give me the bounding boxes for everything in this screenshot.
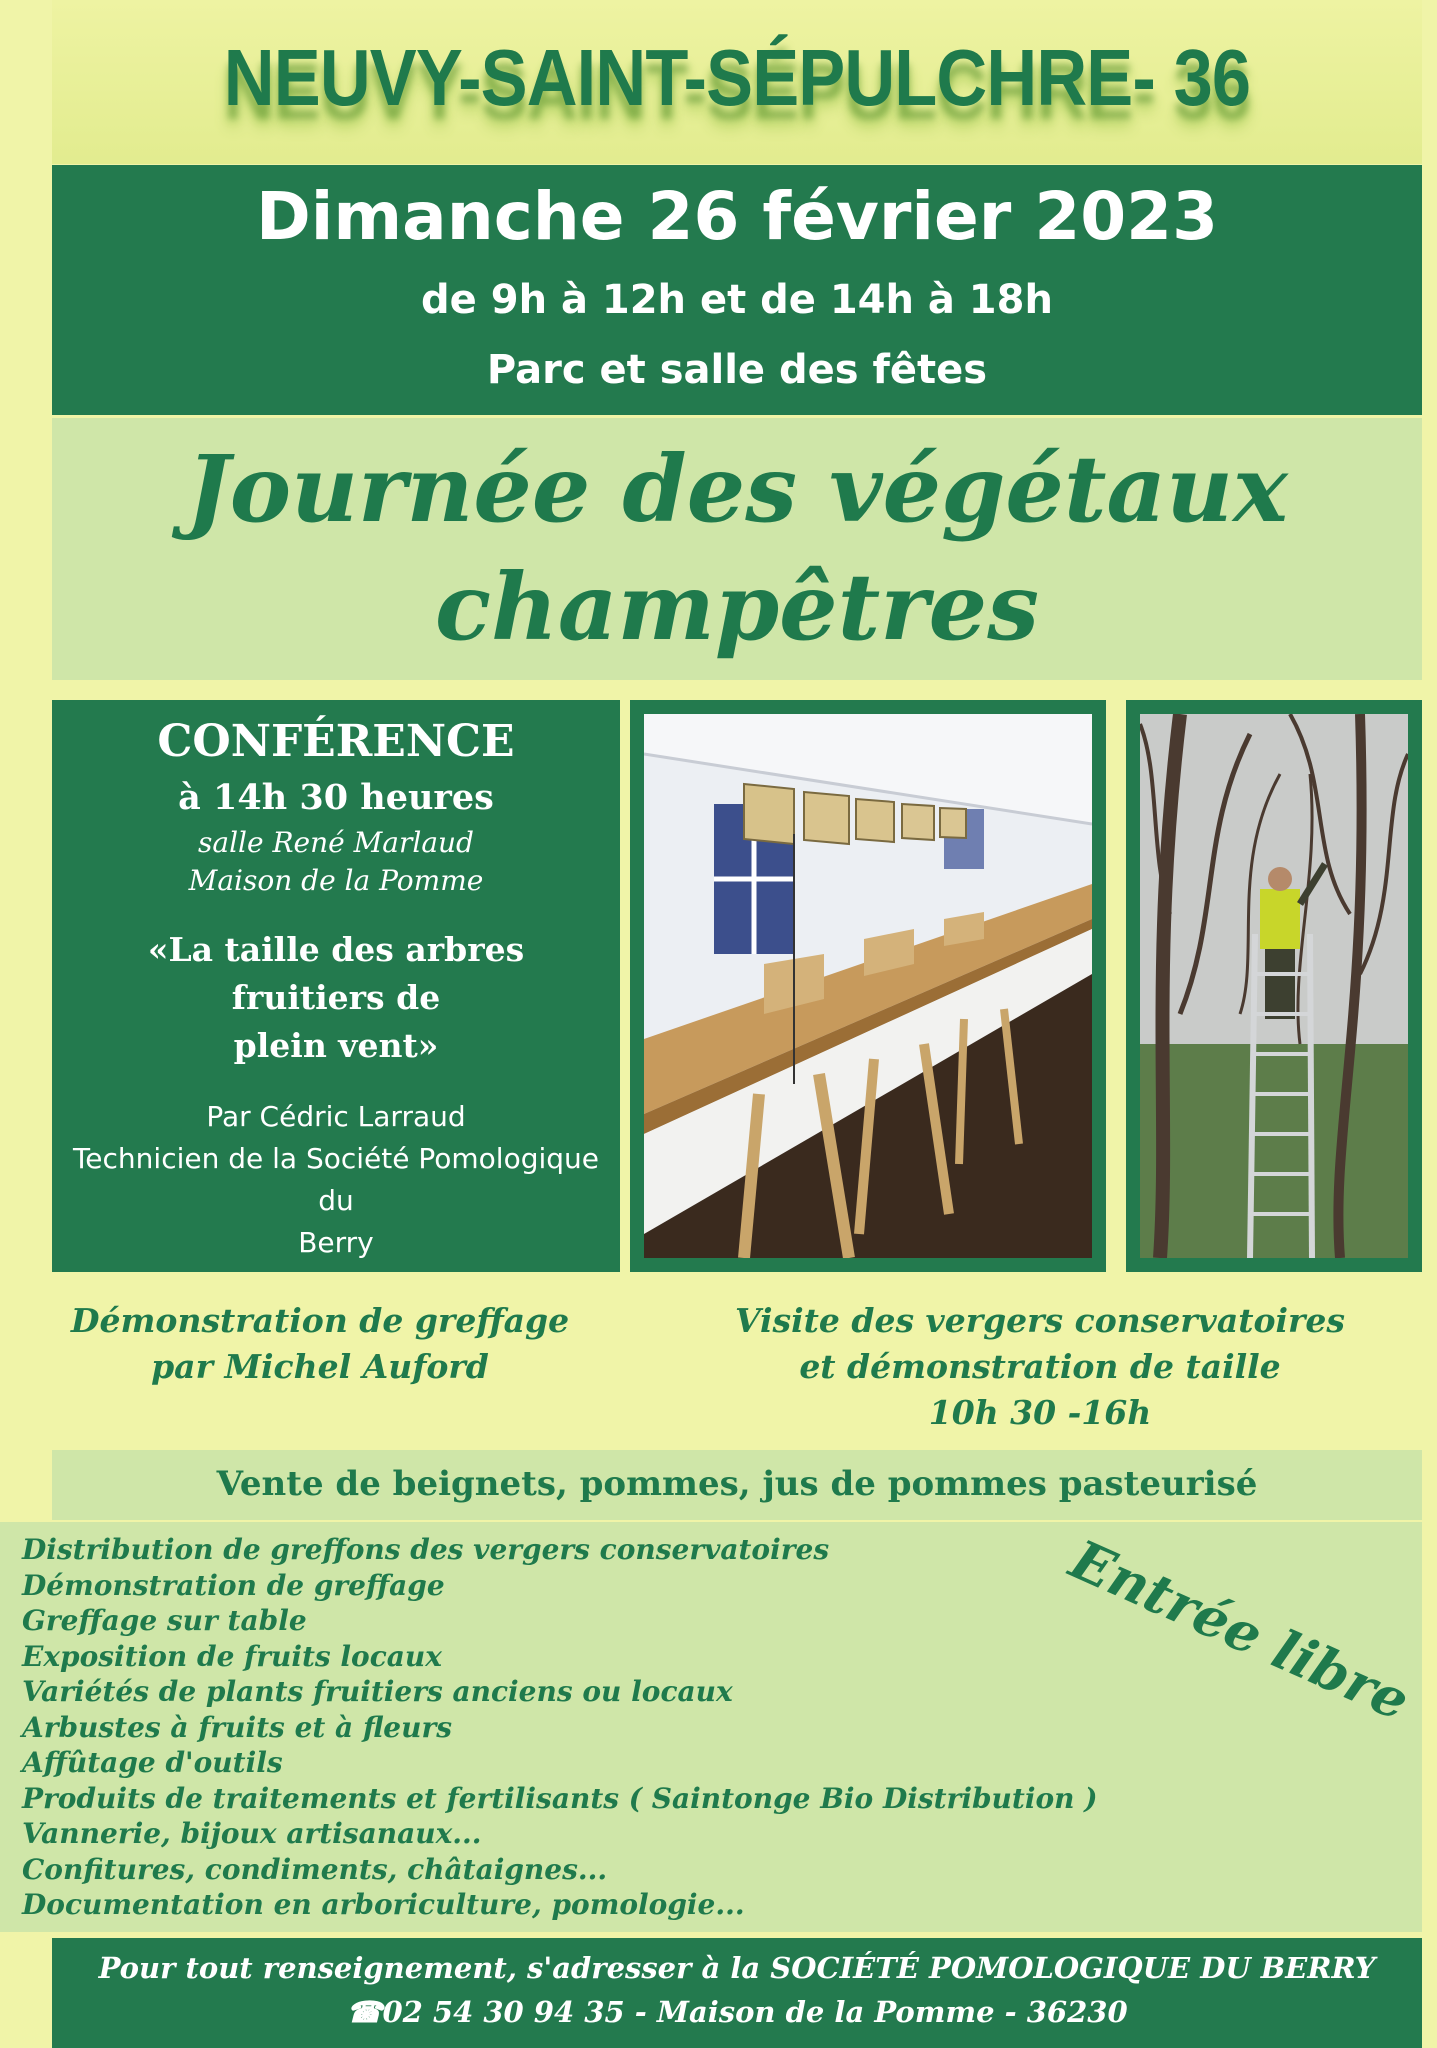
- grafting-demo-line1: Démonstration de greffage: [70, 1301, 570, 1340]
- list-item: Arbustes à fruits et à fleurs: [22, 1710, 452, 1744]
- list-item: Variétés de plants fruitiers anciens ou locaux: [22, 1675, 733, 1708]
- event-date: Dimanche 26 février 2023: [255, 178, 1219, 255]
- event-hours: de 9h à 12h et de 14h à 18h: [421, 277, 1053, 323]
- main-title-line2: champêtres: [434, 553, 1040, 661]
- photo-exhibition-tent: [630, 700, 1106, 1272]
- list-item: Distribution de greffons des vergers conservatoires: [22, 1533, 830, 1566]
- conference-speaker: [52, 1096, 620, 1264]
- speaker-name: Par Cédric Larraud: [206, 1100, 466, 1133]
- photo-pruning-ladder: [1126, 700, 1422, 1272]
- conference-talk-line1: «La taille des arbres fruitiers de: [147, 930, 525, 1017]
- exhibition-tent-image: [644, 714, 1092, 1258]
- conference-time: à 14h 30 heures: [178, 777, 494, 818]
- orchard-visit-time: 10h 30 -16h: [928, 1393, 1152, 1432]
- pruning-ladder-image: [1140, 714, 1408, 1258]
- event-place: Parc et salle des fêtes: [486, 347, 988, 393]
- orchard-visit-line1: Visite des vergers conservatoires: [735, 1301, 1345, 1340]
- speaker-role-line1: Technicien de la Société Pomologique du: [72, 1142, 600, 1217]
- orchard-visit-line2: et démonstration de taille: [799, 1347, 1281, 1386]
- grafting-demo: [40, 1298, 600, 1390]
- list-item: Produits de traitements et fertilisants ( Saintonge Bio Distribution ): [22, 1781, 1098, 1815]
- list-item: Affûtage d'outils: [22, 1746, 283, 1779]
- conference-talk: [52, 926, 620, 1070]
- list-item: Greffage sur table: [22, 1604, 307, 1637]
- footer-phone-text: 02 54 30 94 35 - Maison de la Pomme - 36230: [382, 1995, 1128, 2029]
- activities-list: [22, 1532, 1122, 1923]
- list-item: Démonstration de greffage: [22, 1568, 445, 1602]
- list-item: Confitures, condiments, châtaignes...: [22, 1852, 608, 1886]
- telephone-icon: ☎: [346, 1995, 383, 2029]
- main-title-line1: Journée des végétaux: [186, 435, 1288, 543]
- conference-room: salle René Marlaud: [198, 826, 474, 859]
- list-item: Exposition de fruits locaux: [22, 1639, 442, 1673]
- footer-contact: Pour tout renseignement, s'adresser à la SOCIÉTÉ POMOLOGIQUE DU BERRY: [98, 1951, 1376, 1985]
- sale-text: Vente de beignets, pommes, jus de pommes pasteurisé: [216, 1464, 1258, 1504]
- grafting-demo-line2: par Michel Auford: [151, 1347, 489, 1386]
- orchard-visit: [700, 1298, 1380, 1436]
- conference-heading: CONFÉRENCE: [157, 716, 515, 767]
- main-title: [52, 430, 1422, 666]
- list-item: Documentation en arboriculture, pomologie...: [22, 1888, 745, 1921]
- footer-phone: [52, 1990, 1422, 2034]
- speaker-role-line2: Berry: [298, 1226, 374, 1259]
- list-item: Vannerie, bijoux artisanaux...: [22, 1817, 482, 1850]
- conference-building: Maison de la Pomme: [188, 864, 484, 897]
- city-title: NEUVY-SAINT-SÉPULCHRE- 36: [223, 33, 1251, 122]
- free-entry-badge: Entrée libre: [1061, 1526, 1419, 1734]
- conference-talk-line2: plein vent»: [233, 1026, 439, 1065]
- conference-box: [52, 700, 620, 1272]
